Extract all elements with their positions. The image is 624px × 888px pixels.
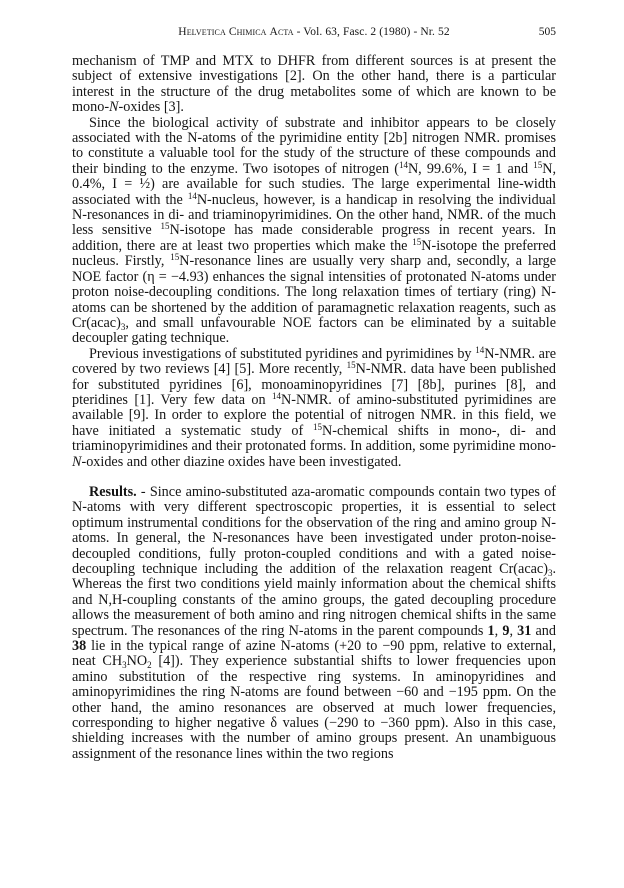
compound-number: 9: [502, 622, 510, 639]
paragraph-2: Since the biological activity of substrate and inhibitor appears to be closely associated with the N-atoms of the pyrimidine entity [2b] nitrogen NMR. promises to constitute a valuable tool for the study of the structure of these compounds and their binding to the enzyme. Two isotopes of nitrogen ($^{14}$N, 99.6%, I = 1 and $^{15}$N, 0.4%, I = ½) are available for such studies. The large experimental line-width associated with the $^{14}$N-nucleus, however, is a handicap in resolving the individual N-resonances in di- and triaminopyrimidines. On the other hand, NMR. of the much less sensitive $^{15}$N-isotope has made considerable progress in recent years. In addition, there are at least two properties which make the $^{15}$N-isotope the preferred nucleus. Firstly, $^{15}$N-resonance lines are usually very sharp and, secondly, a large NOE factor (η = −4.93) enhances the signal intensities of protonated N-atoms under proton noise-decoupling conditions. The long relaxation times of tertiary (ring) N-atoms can be shortened by the addition of paramagnetic relaxation reagents, such as $Cr(acac)_3$, and small unfavourable NOE factors can be eliminated by a suitable decoupler gating technique.: [72, 114, 557, 347]
page-number: 505: [538, 26, 556, 38]
paragraph-results: Results. - Since amino-substituted aza-aromatic compounds contain two types of N-atoms with very different spectroscopic properties, it is essential to select optimum instrumental conditions for the observation of the ring and amino group N-atoms. In general, the N-resonances have been investigated under proton-noise-decoupled conditions, fully proton-coupled conditions and with a gated noise-decoupling technique including the addition of the relaxation reagent $Cr(acac)_3$. Whereas the first two conditions yield mainly information about the chemical shifts and N,H-coupling constants of the amino groups, the gated decoupling procedure allows the measurement of both amino and ring nitrogen chemical shifts in the same spectrum. The resonances of the ring N-atoms in the parent compounds 1, 9, 31 and 38 lie in the typical range of azine N-atoms (+20 to −90 ppm, relative to external, neat $CH_3NO_2$ [4]). They experience substantial shifts to lower frequencies upon amino substitution of the respective ring systems. In aminopyridines and aminopyrimidines the ring N-atoms are found between −60 and −195 ppm. On the other hand, the amino resonances are observed at much lower frequencies, corresponding to higher negative δ values (−290 to −360 ppm). Also in this case, shielding increases with the number of amino groups present. An unambiguous assignment of the resonance lines within the two regions: [72, 483, 556, 762]
running-header: [72, 26, 556, 44]
compound-number: 31: [517, 622, 532, 639]
journal-issue: - Vol. 63, Fasc. 2 (1980) - Nr. 52: [293, 26, 450, 38]
article-body: [72, 54, 556, 762]
paragraph-1: mechanism of TMP and MTX to DHFR from different sources is at present the subject of extensive investigations [2]. On the other hand, there is a particular interest in the structure of the drug metabolites some of which are known to be mono-N-oxides [3].: [72, 53, 556, 116]
journal-running-title: Helvetica Chimica Acta - Vol. 63, Fasc. 2 (1980) - Nr. 52: [178, 26, 450, 38]
results-heading: Results.: [89, 483, 137, 500]
compound-number: 1: [487, 622, 495, 639]
paragraph-3: Previous investigations of substituted pyridines and pyrimidines by $^{14}$N-NMR. are covered by two reviews [4] [5]. More recently, $^{15}$N-NMR. data have been published for substituted pyridines [6], monoaminopyridines [7] [8b], purines [8], and pteridines [1]. Very few data on $^{14}$N-NMR. of amino-substituted pyrimidines are available [9]. In order to explore the potential of nitrogen NMR. in this field, we have initiated a systematic study of $^{15}$N-chemical shifts in mono-, di- and triaminopyrimidines and their protonated forms. In addition, some pyrimidine mono-N-oxides and other diazine oxides have been investigated.: [72, 344, 556, 470]
compound-number: 38: [72, 638, 87, 655]
